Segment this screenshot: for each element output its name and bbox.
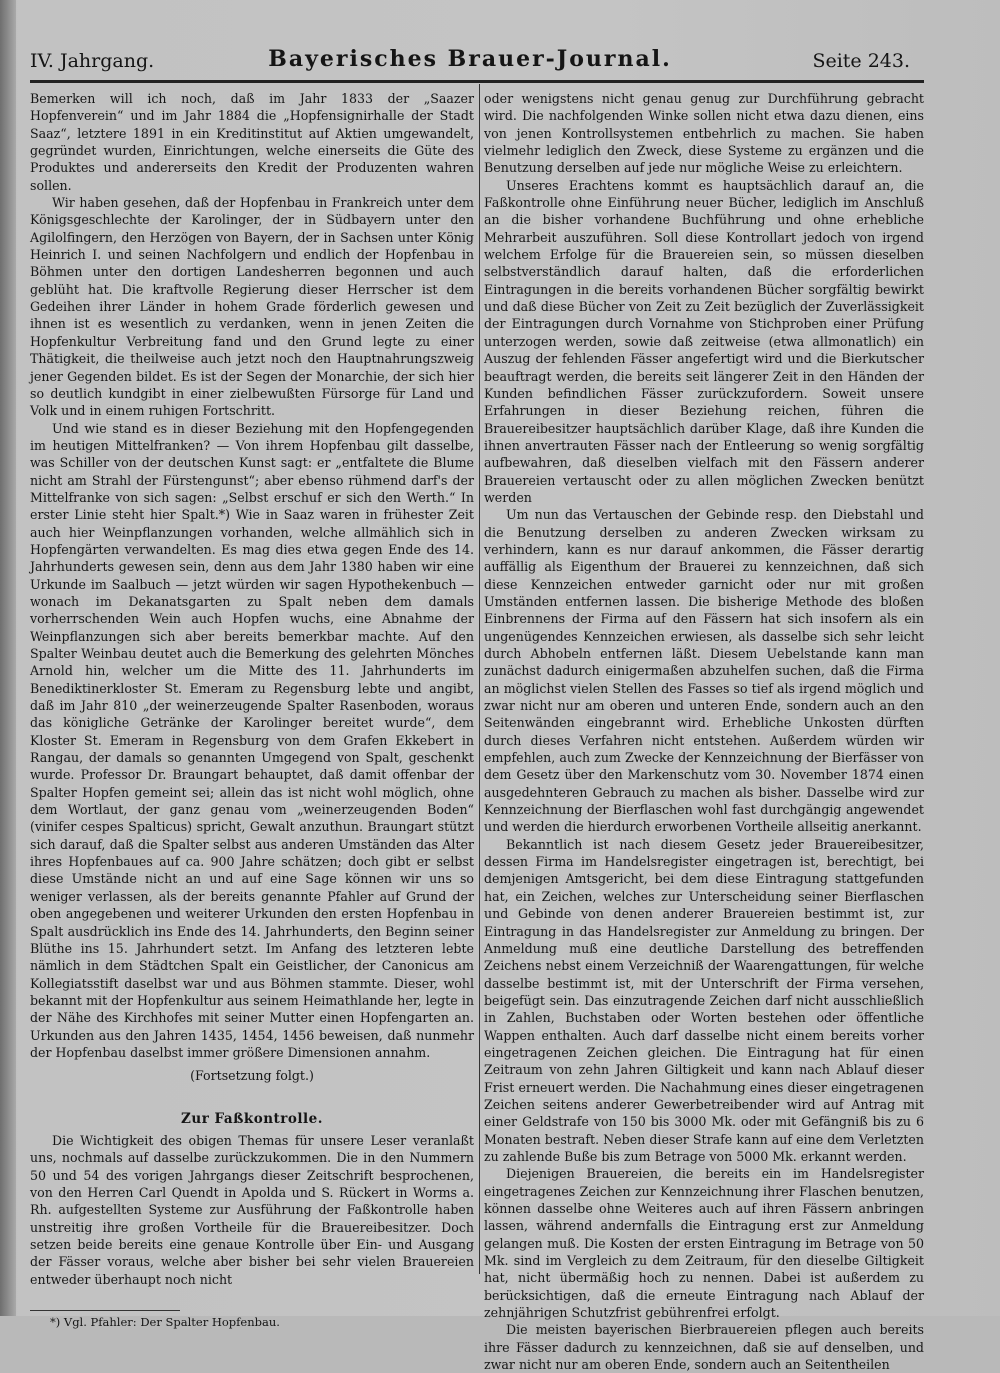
paragraph: Die meisten bayerischen Bierbrauereien pflegen auch bereits ihre Fässer dadurch zu kennzeichnen, daß sie auf denselben, und zwar nicht nur am oberen Ende, sondern auch an Seitentheilen bbox=[484, 1322, 924, 1373]
continued-note: (Fortsetzung folgt.) bbox=[190, 1068, 314, 1084]
page-header bbox=[30, 46, 910, 78]
section-heading: Zur Faßkontrolle. bbox=[181, 1110, 323, 1127]
paragraph: Unseres Erachtens kommt es hauptsächlich darauf an, die Faßkontrolle ohne Einführung neuer Bücher, lediglich im Anschluß an die bisher vorhandene Buchführung und ohne erhebliche Mehrarbeit auszuführen. Soll diese Kontrollart jedoch von irgend welchem Erfolge für die Brauereien sein, so müssen dieselben selbstverständlich darauf halten, daß die erforderlichen Eintragungen in die bereits vorhandenen Bücher sorgfältig bewirkt und daß diese Bücher von Zeit zu Zeit bezüglich der Zuverlässigkeit der Eintragungen durch Vornahme von Stichproben einer Prüfung unterzogen werden, sowie daß zeitweise (etwa allmonatlich) ein Auszug der fehlenden Fässer angefertigt wird und die Bierkutscher beauftragt werden, die bereits seit längerer Zeit in den Händen der Kunden befindlichen Fässer zurückzufordern. Soweit unsere Erfahrungen in dieser Beziehung reichen, führen die Brauereibesitzer hauptsächlich darüber Klage, daß ihre Kunden die ihnen anvertrauten Fässer nach der Entleerung so wenig sorgfältig aufbewahren, daß dieselben vielfach mit den Fässern anderer Brauereien vertauscht oder zu allen möglichen Zwecken benützt werden bbox=[484, 177, 924, 505]
paragraph: oder wenigstens nicht genau genug zur Durchführung gebracht wird. Die nachfolgenden Winke sollen nicht etwa dazu dienen, eins von jenen Kontrollsystemen entbehrlich zu machen. Sie haben vielmehr lediglich den Zweck, diese Systeme zu ergänzen und die Benutzung derselben auf jede nur mögliche Weise zu erleichtern. bbox=[484, 91, 924, 176]
column-divider bbox=[479, 84, 480, 1274]
paragraph: Wir haben gesehen, daß der Hopfenbau in Frankreich unter dem Königsgeschlechte der Karolinger, der in Südbayern unter den Agilolfingern, den Herzögen von Bayern, der in Sachsen unter König Heinrich I. und seinen Nachfolgern und endlich der Hopfenbau in Böhmen unter den dortigen Landesherren begonnen und auch geblüht hat. Die kraftvolle Regierung dieser Herrscher ist dem Gedeihen ihrer Länder in hohem Grade förderlich gewesen und ihnen ist es wesentlich zu verdanken, wenn in jenen Zeiten die Hopfenkultur Verbreitung fand und den Grund legte zu einer Thätigkeit, die theilweise auch jetzt noch den Hauptnahrungszweig jener Gegenden bildet. Es ist der Segen der Monarchie, der sich hier so deutlich kundgibt in einer zielbewußten Fürsorge für Land und Volk und in einem ruhigen Fortschritt. bbox=[30, 195, 474, 419]
volume-label: IV. Jahrgang. bbox=[30, 50, 155, 72]
paragraph: Diejenigen Brauereien, die bereits ein im Handelsregister eingetragenes Zeichen zur Kennzeichnung ihrer Flaschen benutzen, können dasselbe ohne Weiteres auch auf ihren Fässern anbringen lassen, während andernfalls die Eintragung erst zur Anmeldung gelangen muß. Die Kosten der ersten Eintragung im Betrage von 50 Mk. sind im Vergleich zu dem Zeitraum, für den dieselbe Giltigkeit hat, nicht übermäßig hoch zu nennen. Dabei ist außerdem zu berücksichtigen, daß die erneute Eintragung nach Ablauf der zehnjährigen Schutzfrist gebührenfrei erfolgt. bbox=[484, 1166, 924, 1321]
journal-title: Bayerisches Brauer-Journal. bbox=[268, 46, 672, 72]
left-column bbox=[30, 90, 474, 1330]
paragraph: Bemerken will ich noch, daß im Jahr 1833 der „Saazer Hopfenverein“ und im Jahr 1884 die „Hopfensignirhalle der Stadt Saaz“, letztere 1891 in ein Kreditinstitut auf Aktien umgewandelt, gegründet wurden, Einrichtungen, welche einerseits die Güte des Produktes und andererseits den Kredit der Produzenten wahren sollen. bbox=[30, 91, 474, 193]
footnote-rule bbox=[30, 1310, 180, 1311]
header-rule bbox=[30, 80, 924, 83]
footnote: *) Vgl. Pfahler: Der Spalter Hopfenbau. bbox=[50, 1315, 280, 1330]
page-number: Seite 243. bbox=[812, 50, 910, 72]
paragraph: Und wie stand es in dieser Beziehung mit den Hopfengegenden im heutigen Mittelfranken? — Von ihrem Hopfenbau gilt dasselbe, was Schiller von der deutschen Kunst sagt: er „entfaltete die Blume nicht am Strahl der Fürstengunst“; aber ebenso rühmend darf's der Mittelfranke von sich sagen: „Selbst erschuf er sich den Werth.“ In erster Linie steht hier Spalt.*) Wie in Saaz waren in frühester Zeit auch hier Weinpflanzungen vorhanden, welche allmählich sich in Hopfengärten verwandelten. Es mag dies etwa gegen Ende des 14. Jahrhunderts gewesen sein, denn aus dem Jahr 1380 haben wir eine Urkunde im Saalbuch — jetzt würden wir sagen Hypothekenbuch — wonach im Dekanatsgarten zu Spalt neben dem damals vorherrschenden Wein auch Hopfen wuchs, eine Abnahme der Weinpflanzungen sich aber bereits bemerkbar machte. Auf den Spalter Weinbau deutet auch die Bemerkung des gelehrten Mönches Arnold hin, welcher um die Mitte des 11. Jahrhunderts im Benediktinerkloster St. Emeram zu Regensburg lebte und angibt, daß im Jahr 810 „der weinerzeugende Spalter Rasenboden, woraus das königliche Getränke der Karolinger bereitet wurde“, dem Kloster St. Emeram in Regensburg von dem Grafen Ekkebert in Rangau, der damals so genannten Umgegend von Spalt, geschenkt wurde. Professor Dr. Braungart behauptet, daß damit offenbar der Spalter Hopfen gemeint sei; allein das ist nicht wohl möglich, ohne dem Wortlaut, der ganz genau vom „weinerzeugenden Boden“ (vinifer cespes Spalticus) spricht, Gewalt anzuthun. Braungart stützt sich darauf, daß die Spalter selbst aus anderen Umständen das Alter ihres Hopfenbaues auf ca. 900 Jahre schätzen; doch gibt er selbst diese Umstände nicht an und auf eine Sage können wir uns so weniger verlassen, als der bereits genannte Pfahler auf Grund der oben angegebenen und weiterer Urkunden den ersten Hopfenbau in Spalt ausdrücklich ins Ende des 14. Jahrhunderts, den Beginn seiner Blüthe ins 15. Jahrhundert setzt. Im Anfang des letzteren lebte nämlich in dem Städtchen Spalt ein Geistlicher, der Canonicus am Kollegiatsstift daselbst war und aus Böhmen stammte. Dieser, wohl bekannt mit der Hopfenkultur aus seinem Heimathlande her, legte in der Nähe des Kirchhofes mit seiner Mutter einen Hopfengarten an. Urkunden aus den Jahren 1435, 1454, 1456 beweisen, daß nunmehr der Hopfenbau daselbst immer größere Dimensionen annahm. bbox=[30, 420, 474, 1060]
paragraph: Die Wichtigkeit des obigen Themas für unsere Leser veranlaßt uns, nochmals auf dasselbe zurückzukommen. Die in den Nummern 50 und 54 des vorigen Jahrgangs dieser Zeitschrift besprochenen, von den Herren Carl Quendt in Apolda und S. Rückert in Worms a. Rh. aufgestellten Systeme zur Ausführung der Faßkontrolle haben unstreitig ihre großen Vortheile für die Brauereibesitzer. Doch setzen beide bereits eine genaue Kontrolle über Ein- und Ausgang der Fässer voraus, welche aber bisher bei sehr vielen Brauereien entweder überhaupt noch nicht bbox=[30, 1132, 474, 1287]
page-spine bbox=[0, 0, 16, 1316]
paragraph: Bekanntlich ist nach diesem Gesetz jeder Brauereibesitzer, dessen Firma im Handelsregister eingetragen ist, berechtigt, bei demjenigen Amtsgericht, bei dem diese Eintragung stattgefunden hat, ein Zeichen, welches zur Unterscheidung seiner Bierflaschen und Gebinde von denen anderer Brauereien bestimmt ist, zur Eintragung in das Handelsregister zur Anmeldung zu bringen. Der Anmeldung muß eine deutliche Darstellung des betreffenden Zeichens nebst einem Verzeichniß der Waarengattungen, für welche dasselbe bestimmt ist, mit der Unterschrift der Firma versehen, beigefügt sein. Das einzutragende Zeichen darf nicht ausschließlich in Zahlen, Buchstaben oder Worten bestehen oder öffentliche Wappen enthalten. Auch darf dasselbe nicht einem bereits vorher eingetragenen Zeichen gleichen. Die Eintragung hat für einen Zeitraum von zehn Jahren Giltigkeit und kann nach Ablauf dieser Frist erneuert werden. Die Nachahmung eines dieser eingetragenen Zeichen seitens anderer Gewerbetreibender wird auf Antrag mit einer Geldstrafe von 150 bis 3000 Mk. oder mit Gefängniß bis zu 6 Monaten bestraft. Neben dieser Strafe kann auf eine dem Verletzten zu zahlende Buße bis zum Betrage von 5000 Mk. erkannt werden. bbox=[484, 836, 924, 1164]
right-column bbox=[484, 90, 924, 1373]
paragraph: Um nun das Vertauschen der Gebinde resp. den Diebstahl und die Benutzung derselben zu anderen Zwecken wirksam zu verhindern, kann es nur darauf ankommen, die Fässer derartig auffällig als Eigenthum der Brauerei zu kennzeichnen, daß sich diese Kennzeichen entweder garnicht oder nur mit großen Umständen entfernen lassen. Die bisherige Methode des bloßen Einbrennens der Firma auf den Fässern hat sich insofern als ein ungenügendes Kennzeichen erwiesen, als dasselbe sich sehr leicht durch Abhobeln entfernen läßt. Diesem Uebelstande kann man zunächst dadurch einigermaßen abzuhelfen suchen, daß die Firma an möglichst vielen Stellen des Fasses so tief als irgend möglich und zwar nicht nur am oberen und unteren Ende, sondern auch an den Seitenwänden eingebrannt wird. Erhebliche Unkosten dürften durch dieses Verfahren nicht entstehen. Außerdem würden wir empfehlen, auch zum Zwecke der Kennzeichnung der Bierfässer von dem Gesetz über den Markenschutz vom 30. November 1874 einen ausgedehnteren Gebrauch zu machen als bisher. Dasselbe wird zur Kennzeichnung der Bierflaschen wohl fast durchgängig angewendet und werden die hierdurch erworbenen Vortheile allseitig anerkannt. bbox=[484, 507, 924, 835]
